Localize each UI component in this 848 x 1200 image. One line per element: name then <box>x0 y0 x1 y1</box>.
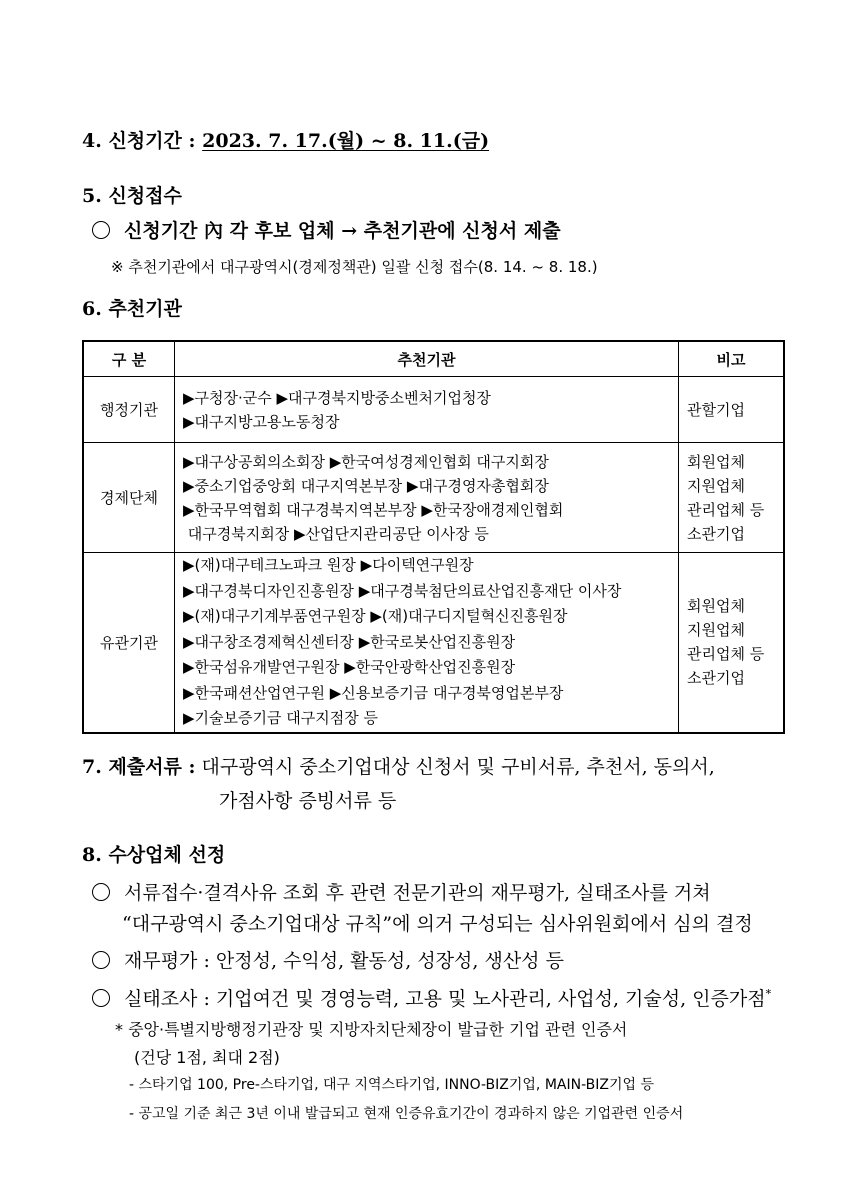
section-8-bullet-1 <box>92 878 711 905</box>
row-institutions <box>175 377 679 443</box>
section-5-bullet <box>92 216 561 243</box>
remark-line: 관리업체 등 <box>687 645 765 664</box>
header-institution: 추천기관 <box>175 341 679 377</box>
section-4-label: 4. 신청기간 : <box>82 130 196 152</box>
section-5-bullet-text: 신청기간 內 각 후보 업체 → 추천기관에 신청서 제출 <box>124 220 561 242</box>
institution-line: ▶대구상공회의소회장 ▶한국여성경제인협회 대구지회장 <box>183 452 549 471</box>
circle-bullet-icon <box>92 951 110 969</box>
circle-bullet-icon <box>92 221 110 239</box>
circle-bullet-icon <box>92 883 110 901</box>
row-institutions <box>175 443 679 553</box>
section-4-heading <box>82 126 489 153</box>
header-category: 구 분 <box>83 341 175 377</box>
row-institutions <box>175 553 679 733</box>
table-row <box>83 553 784 733</box>
remark-line: 관할기업 <box>687 400 745 419</box>
row-remark <box>679 377 785 443</box>
section-7-text: 대구광역시 중소기업대상 신청서 및 구비서류, 추천서, 동의서, <box>201 756 715 778</box>
section-7-line2: 가점사항 증빙서류 등 <box>219 790 397 812</box>
section-8-bullet-1-cont: “대구광역시 중소기업대상 규칙”에 의거 구성되는 심사위원회에서 심의 결정 <box>122 913 753 935</box>
footnote-line-1: * 중앙·특별지방행정기관장 및 지방자치단체장이 발급한 기업 관련 인증서 <box>115 1020 628 1039</box>
row-remark <box>679 443 785 553</box>
institution-line: ▶한국패션산업연구원 ▶신용보증기금 대구경북영업본부장 <box>183 683 564 702</box>
section-8-bullet-2-text: 재무평가 : 안정성, 수익성, 활동성, 성장성, 생산성 등 <box>124 950 564 972</box>
institution-line: ▶한국섬유개발연구원장 ▶한국안광학산업진흥원장 <box>183 658 516 676</box>
institution-line: ▶대구경북디자인진흥원장 ▶대구경북첨단의료산업진흥재단 이사장 <box>183 581 622 600</box>
remark-line: 소관기업 <box>687 524 745 543</box>
table-row <box>83 377 784 443</box>
institution-line: 대구경북지회장 ▶산업단지관리공단 이사장 등 <box>183 524 489 543</box>
row-category: 행정기관 <box>83 377 175 443</box>
institution-line: ▶구청장·군수 ▶대구경북지방중소벤처기업청장 <box>183 388 491 407</box>
footnote-dash-2: - 공고일 기준 최근 3년 이내 발급되고 현재 인증유효기간이 경과하지 않은 기업관련 인증서 <box>129 1106 684 1122</box>
section-8-title: 8. 수상업체 선정 <box>82 844 226 866</box>
section-8-bullet-1-text: 서류접수·결격사유 조회 후 관련 전문기관의 재무평가, 실태조사를 거쳐 <box>124 882 711 904</box>
section-7-line1 <box>82 752 715 779</box>
institution-line: ▶중소기업중앙회 대구지역본부장 ▶대구경영자총협회장 <box>183 476 549 495</box>
institution-line: ▶(재)대구기계부품연구원장 ▶(재)대구디지털혁신진흥원장 <box>183 607 568 625</box>
row-category: 경제단체 <box>83 443 175 553</box>
row-category: 유관기관 <box>83 553 175 733</box>
section-8-bullet-2 <box>92 946 564 973</box>
remark-line: 관리업체 등 <box>687 500 765 519</box>
row-remark <box>679 553 785 733</box>
institution-line: ▶한국무역협회 대구경북지역본부장 ▶한국장애경제인협회 <box>183 500 564 519</box>
remark-line: 회원업체 <box>687 597 745 616</box>
remark-line: 지원업체 <box>687 621 745 640</box>
circle-bullet-icon <box>92 989 110 1007</box>
remark-line: 소관기업 <box>687 669 745 688</box>
footnote-mark: * <box>765 987 772 1001</box>
institution-line: ▶기술보증기금 대구지점장 등 <box>183 709 378 727</box>
section-6-title: 6. 추천기관 <box>82 298 182 320</box>
footnote-dash-1: - 스타기업 100, Pre-스타기업, 대구 지역스타기업, INNO-BIZ기업, MAIN-BIZ기업 등 <box>129 1077 654 1093</box>
section-8-bullet-3-text: 실태조사 : 기업여건 및 경영능력, 고용 및 노사관리, 사업성, 기술성, 인증가점 <box>124 988 766 1010</box>
table-header-row <box>83 341 784 377</box>
section-5-note: ※ 추천기관에서 대구광역시(경제정책관) 일괄 신청 접수(8. 14. ~ 8. 18.) <box>111 258 598 276</box>
recommending-institutions-table <box>82 340 785 734</box>
section-7-label: 7. 제출서류 : <box>82 756 196 778</box>
section-8-bullet-3 <box>92 984 771 1011</box>
institution-line: ▶대구창조경제혁신센터장 ▶한국로봇산업진흥원장 <box>183 632 516 651</box>
institution-line: ▶대구지방고용노동청장 <box>183 412 340 431</box>
application-period: 2023. 7. 17.(월) ~ 8. 11.(금) <box>202 130 490 152</box>
section-5-title: 5. 신청접수 <box>82 185 182 207</box>
header-remark: 비고 <box>679 341 785 377</box>
remark-line: 회원업체 <box>687 452 745 471</box>
footnote-line-2: (건당 1점, 최대 2점) <box>134 1048 280 1067</box>
institution-line: ▶(재)대구테크노파크 원장 ▶다이텍연구원장 <box>183 556 474 574</box>
table-row <box>83 443 784 553</box>
remark-line: 지원업체 <box>687 476 745 495</box>
